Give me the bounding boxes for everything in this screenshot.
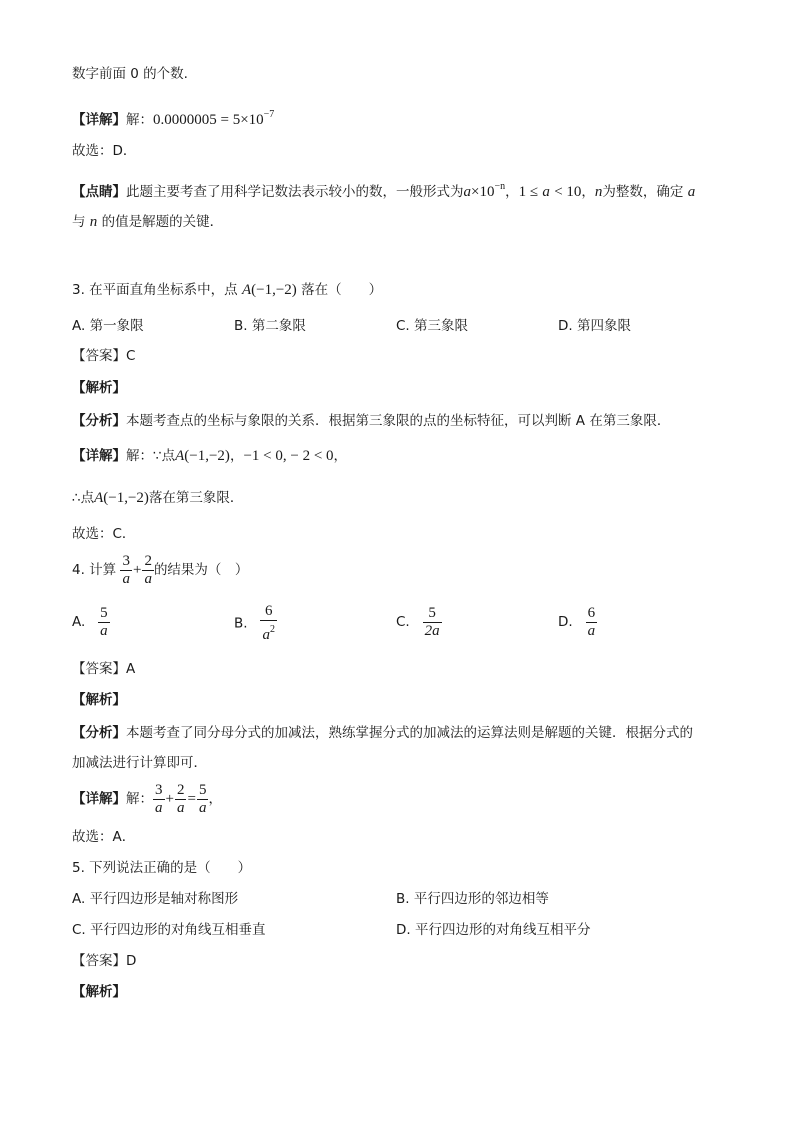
- q4-answer: [72, 659, 135, 679]
- plus-sign: +: [132, 562, 142, 578]
- option-letter: D.: [558, 614, 573, 630]
- text-line: [72, 64, 188, 84]
- fenxi-tag: 【分析】: [72, 725, 126, 741]
- denominator: a: [122, 570, 130, 587]
- q2-choice: [72, 141, 136, 161]
- comma: ，: [229, 448, 244, 464]
- point-label: A: [241, 282, 252, 298]
- point-text: 为整数，确定: [602, 184, 684, 200]
- stem-text: 4. 计算: [72, 562, 117, 578]
- analysis-tag: 【解析】: [72, 692, 126, 708]
- choice-text: 故选：A．: [72, 829, 136, 845]
- var-n: n: [594, 184, 603, 200]
- q2-point-line1: [72, 177, 695, 202]
- fraction: [423, 605, 442, 640]
- denominator: a: [144, 570, 152, 587]
- var-a: a: [542, 184, 550, 200]
- var-n: n: [89, 214, 98, 230]
- therefore-text: 落在第三象限．: [148, 490, 244, 506]
- analysis-tag: 【解析】: [72, 380, 126, 396]
- den-var: a: [262, 627, 270, 643]
- answer-text: 【答案】C: [72, 348, 136, 364]
- detail-tag: 【详解】: [72, 791, 126, 807]
- numerator: 3: [155, 781, 163, 798]
- q4-option-d: [558, 603, 597, 641]
- q3-stem: [72, 280, 382, 300]
- numerator: 5: [198, 781, 207, 798]
- denominator: a: [155, 799, 163, 816]
- q4-option-a: [72, 603, 110, 641]
- detail-prefix: 解：: [126, 112, 153, 128]
- point-label: A: [175, 448, 185, 464]
- q3-option-c: C. 第三象限: [396, 318, 469, 334]
- fraction: [197, 782, 209, 817]
- fenxi-text: 加减法进行计算即可．: [72, 755, 207, 771]
- fenxi-tag: 【分析】: [72, 413, 126, 429]
- exponent: −n: [494, 181, 506, 192]
- fraction: [175, 782, 187, 817]
- denominator: a: [176, 799, 185, 816]
- denominator: [260, 621, 277, 644]
- stem-text: 3. 在平面直角坐标系中，点: [72, 282, 238, 298]
- times-ten: ×10: [471, 184, 495, 200]
- q3-therefore: [72, 488, 243, 508]
- detail-text: 解：: [126, 791, 153, 807]
- comma: ，: [208, 791, 222, 807]
- q3-analysis: [72, 378, 126, 398]
- coordinates: (−1,−2): [103, 490, 149, 506]
- var-a: a: [687, 184, 696, 200]
- point-label: A: [94, 490, 104, 506]
- stem-text: 落在（ ）: [301, 282, 383, 298]
- q2-detail: [72, 105, 274, 130]
- comma: ，: [505, 184, 519, 200]
- formula: 0.0000005 = 5×10: [153, 112, 264, 128]
- numerator: 2: [176, 781, 185, 798]
- numerator: 6: [587, 604, 596, 621]
- point-text: 与: [72, 214, 86, 230]
- fraction: [142, 553, 154, 588]
- detail-tag: 【详解】: [72, 448, 126, 464]
- option-letter: B.: [234, 615, 248, 632]
- denominator: 2a: [424, 622, 440, 639]
- therefore-text: ∴点: [72, 490, 95, 506]
- detail-tag: 【详解】: [72, 112, 126, 128]
- numerator: 6: [260, 603, 277, 621]
- point-text: 的值是解题的关键．: [101, 214, 224, 230]
- exponent: −7: [263, 109, 275, 120]
- q5-option-b: B. 平行四边形的邻边相等: [396, 891, 549, 907]
- stem-text: 的结果为（ ）: [153, 562, 249, 578]
- fraction: [120, 553, 132, 588]
- q3-answer: [72, 346, 135, 366]
- q3-choice: [72, 524, 135, 544]
- q2-point-line2: [72, 212, 223, 232]
- q4-fenxi-line2: [72, 753, 207, 773]
- exponent: 2: [269, 624, 275, 635]
- numerator: 3: [122, 552, 130, 569]
- q5-option-c: C. 平行四边形的对角线互相垂直: [72, 922, 266, 938]
- q3-fenxi: [72, 411, 670, 431]
- q4-stem: [72, 551, 248, 589]
- q5-answer: [72, 951, 136, 971]
- q3-option-b: B. 第二象限: [234, 318, 306, 334]
- choice-text: 故选：C．: [72, 526, 136, 542]
- inequalities: −1 < 0, − 2 < 0: [243, 448, 334, 464]
- inequality-right: < 10: [554, 184, 582, 200]
- equals-sign: =: [187, 791, 196, 807]
- answer-text: 【答案】D: [72, 953, 137, 969]
- answer-text: 【答案】A: [72, 661, 136, 677]
- coordinates: (−1,−2): [251, 282, 297, 298]
- plus-sign: +: [165, 791, 174, 807]
- detail-text: 解：∵点: [126, 448, 176, 464]
- q4-detail: [72, 780, 222, 818]
- inequality-left: 1 ≤: [518, 184, 539, 200]
- fraction: [98, 605, 110, 640]
- option-letter: A.: [72, 614, 86, 630]
- q3-detail: [72, 446, 347, 466]
- q5-stem: [72, 858, 251, 878]
- comma: ，: [333, 448, 348, 464]
- q4-choice: [72, 827, 135, 847]
- denominator: a: [100, 622, 108, 639]
- stem-text: 5. 下列说法正确的是（ ）: [72, 860, 252, 876]
- numerator: 5: [100, 604, 108, 621]
- fraction: [153, 782, 165, 817]
- fraction: [586, 605, 598, 640]
- numerator: 5: [423, 605, 442, 623]
- choice-text: 故选：D．: [72, 143, 137, 159]
- q4-option-b: [234, 603, 277, 644]
- text: 数字前面 0 的个数.: [72, 66, 188, 82]
- point-text: 此题主要考查了用科学记数法表示较小的数，一般形式为: [126, 184, 464, 200]
- q4-analysis: [72, 690, 126, 710]
- q5-option-a: A. 平行四边形是轴对称图形: [72, 891, 239, 907]
- denominator: a: [198, 799, 207, 816]
- fenxi-text: 本题考查了同分母分式的加减法，熟练掌握分式的加减法的运算法则是解题的关键．根据分式的: [126, 725, 693, 741]
- option-letter: C.: [396, 614, 410, 630]
- point-tag: 【点睛】: [72, 184, 126, 200]
- q5-option-d: D. 平行四边形的对角线互相平分: [396, 922, 591, 938]
- fenxi-text: 本题考查点的坐标与象限的关系．根据第三象限的点的坐标特征，可以判断 A 在第三象限．: [126, 413, 671, 429]
- comma: ，: [581, 184, 595, 200]
- fraction: [260, 603, 277, 644]
- q3-option-a: A. 第一象限: [72, 318, 144, 334]
- var-a: a: [463, 184, 471, 200]
- q3-option-d: D. 第四象限: [558, 318, 631, 334]
- analysis-tag: 【解析】: [72, 984, 126, 1000]
- coordinates: (−1,−2): [184, 448, 230, 464]
- denominator: a: [587, 622, 596, 639]
- numerator: 2: [144, 552, 152, 569]
- q5-analysis: [72, 982, 126, 1002]
- q4-fenxi-line1: [72, 723, 693, 743]
- q4-option-c: [396, 603, 442, 641]
